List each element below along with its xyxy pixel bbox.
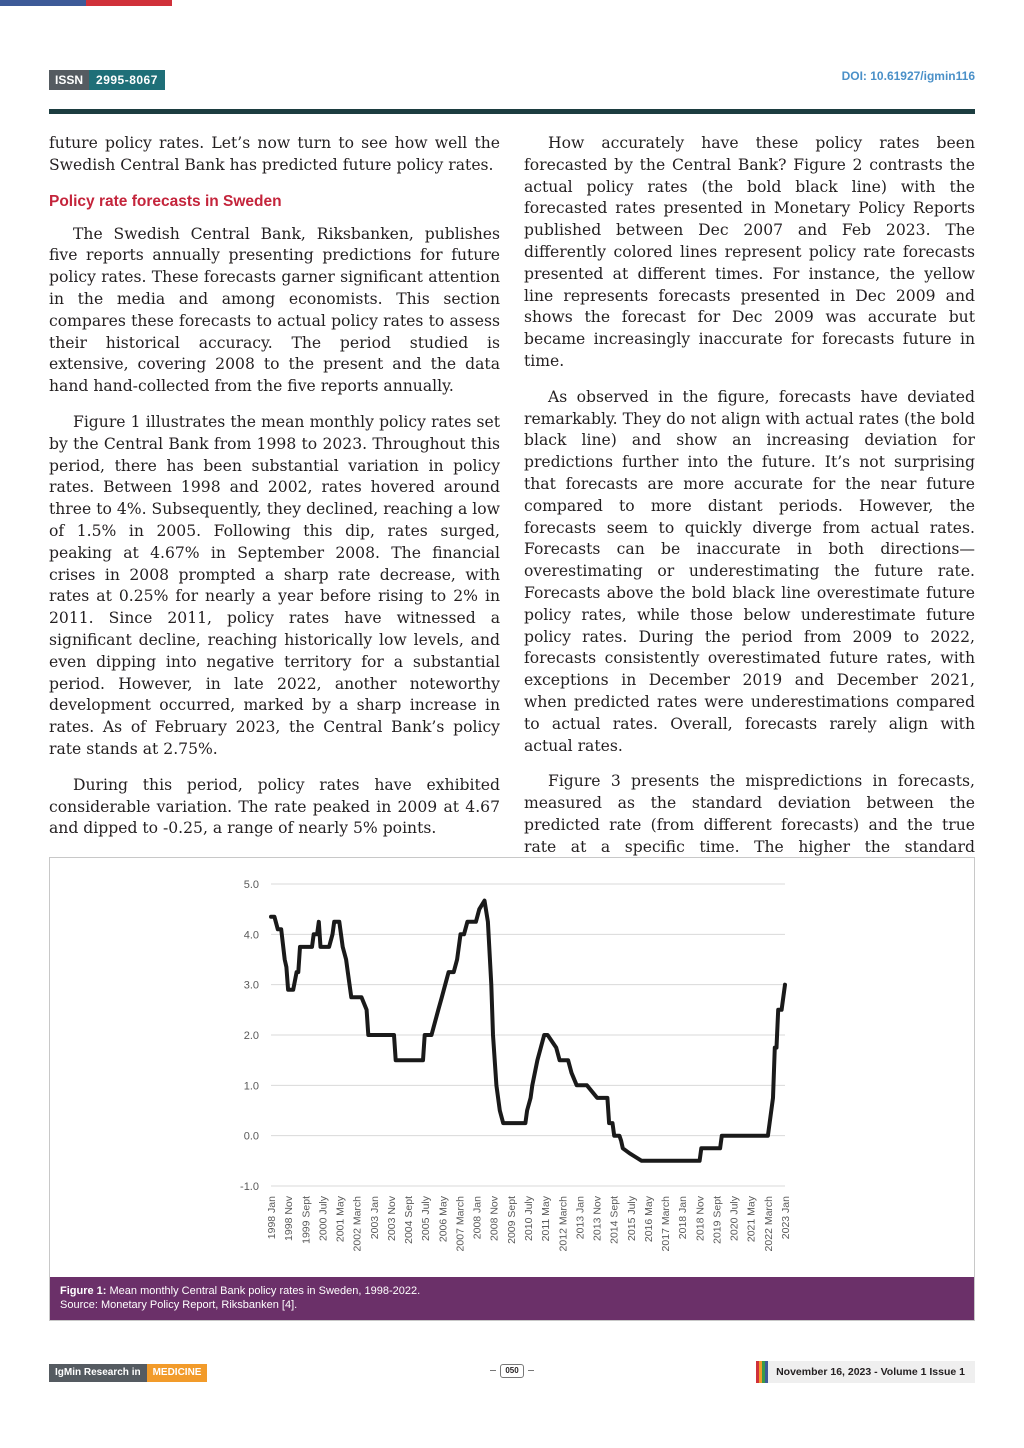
right-column [524, 133, 975, 960]
y-tick-label: 0.0 [243, 1130, 259, 1143]
section-heading: Policy rate forecasts in Sweden [49, 192, 282, 210]
y-tick-label: 3.0 [243, 979, 259, 992]
x-tick-label: 2020 July [728, 1196, 741, 1241]
y-tick-label: 4.0 [243, 929, 259, 942]
doi-link[interactable]: DOI: 10.61927/igmin116 [841, 69, 975, 83]
x-tick-label: 2001 May [334, 1196, 347, 1243]
x-tick-label: 1999 Sept [300, 1196, 313, 1244]
x-tick-label: 2000 July [317, 1196, 330, 1241]
issue-date [756, 1361, 975, 1383]
x-tick-label: 2009 Sept [505, 1196, 518, 1244]
left-paragraph-3: Figure 1 illustrates the mean monthly policy rates set by the Central Bank from 1998 to 2023. Throughout this period, there has been substantial variation in policy rates. Between 1998 and 2002, rates hovered around three to 4%. Subsequently, they declined, reaching a low of 1.5% in 2005. Following this dip, rates surged, peaking at 4.67% in September 2008. The financial crises in 2008 prompted a sharp rate decrease, with rates at 0.25% for nearly a year before rising to 2% in 2011. Since 2011, policy rates have witnessed a significant decline, reaching historically low levels, and even dipping into negative territory for a substantial period. However, in late 2022, another noteworthy development occurred, marked by a sharp increase in rates. As of February 2023, the Central Bank’s policy rate stands at 2.75%. [49, 412, 500, 758]
left-paragraph-2: The Swedish Central Bank, Riksbanken, publishes five reports annually presenting predictions for future policy rates. These forecasts garner significant attention in the media and among economists. This section compares these forecasts to actual policy rates to assess their historical accuracy. The period studied is extensive, covering 2008 to the present and the data hand hand-collected from the five reports annually. [49, 224, 500, 396]
x-tick-label: 2016 May [642, 1196, 655, 1243]
x-tick-label: 2006 May [437, 1196, 450, 1243]
policy-rate-line [271, 901, 785, 1161]
journal-field: MEDICINE [147, 1364, 208, 1382]
journal-name: IgMin Research in [49, 1364, 147, 1382]
right-paragraph-3: Figure 3 presents the mispredictions in forecasts, measured as the standard deviation between the predicted rate (from different forecasts) and the true rate at a specific time. The higher the standard [524, 772, 975, 856]
page-number [490, 1362, 534, 1380]
x-tick-label: 2007 March [454, 1196, 467, 1252]
x-tick-label: 2019 Sept [711, 1196, 724, 1244]
x-tick-label: 2013 Nov [591, 1196, 604, 1241]
journal-badge [49, 1364, 207, 1382]
x-tick-label: 2021 May [745, 1196, 758, 1243]
figure-1 [49, 857, 975, 1321]
x-tick-label: 2010 July [523, 1196, 535, 1241]
right-paragraph-2: As observed in the figure, forecasts have deviated remarkably. They do not align with actual rates (the bold black line) and show an increasing deviation for predictions further into the future. It’s not surprising that forecasts are more accurate for the near future compared to more distant periods. However, the forecasts seem to quickly diverge from actual rates. Forecasts can be inaccurate in both directions—overestimating or underestimating the future rate. Forecasts above the bold black line overestimate future policy rates, while those below underestimate future policy rates. During the period from 2009 to 2022, forecasts consistently overestimated future rates, with exceptions in December 2019 and December 2021, when predicted rates were underestimations compared to actual rates. Overall, forecasts rarely align with actual rates. [524, 387, 975, 755]
left-paragraph-1: future policy rates. Let’s now turn to see how well the Swedish Central Bank has predicted future policy rates. [49, 134, 500, 174]
x-tick-label: 2011 May [540, 1196, 553, 1242]
caption-source: Source: Monetary Policy Report, Riksbanken [4]. [60, 1299, 298, 1311]
top-accent-red [86, 0, 172, 6]
figure-caption [50, 1277, 974, 1320]
x-tick-label: 2015 July [625, 1196, 638, 1241]
right-paragraph-1: How accurately have these policy rates been forecasted by the Central Bank? Figure 2 contrasts the actual policy rates (the bold black line) with the forecasted rates presented in Monetary Policy Reports published between Dec 2007 and Feb 2023. The differently colored lines represent policy rate forecasts presented at different times. For instance, the yellow line represents forecasts presented in Dec 2009 and shows the forecast for Dec 2009 was accurate but became increasingly inaccurate for forecasts future in time. [524, 134, 975, 370]
x-tick-label: 2008 Nov [488, 1196, 501, 1241]
header-rule [49, 109, 975, 114]
color-bars-icon [756, 1361, 768, 1383]
issn-badge [49, 70, 165, 90]
x-tick-label: 2002 March [351, 1196, 364, 1252]
x-tick-label: 2018 Jan [677, 1196, 690, 1240]
x-tick-label: 2023 Jan [780, 1196, 792, 1240]
y-tick-label: 5.0 [243, 879, 259, 891]
x-tick-label: 1998 Jan [266, 1196, 278, 1240]
caption-text: Mean monthly Central Bank policy rates in Sweden, 1998-2022. [106, 1285, 421, 1297]
left-column [49, 133, 500, 854]
y-tick-label: 2.0 [243, 1030, 259, 1042]
x-tick-label: 2005 July [420, 1196, 433, 1241]
x-tick-label: 2018 Nov [694, 1196, 707, 1241]
y-tick-label: 1.0 [243, 1080, 259, 1093]
x-tick-label: 2003 Nov [385, 1196, 398, 1241]
issn-number: 2995-8067 [89, 70, 165, 90]
issn-label: ISSN [49, 70, 89, 90]
x-tick-label: 1998 Nov [283, 1196, 296, 1241]
page-number-label: 050 [500, 1364, 523, 1378]
left-paragraph-4: During this period, policy rates have exhibited considerable variation. The rate peaked in 2009 at 4.67 and dipped to -0.25, a range of nearly 5% points. [49, 775, 500, 838]
y-tick-label: -1.0 [240, 1181, 259, 1193]
x-tick-label: 2017 March [660, 1196, 673, 1252]
top-accent-blue [0, 0, 86, 6]
x-tick-label: 2008 Jan [471, 1196, 484, 1240]
x-tick-label: 2013 Jan [574, 1196, 587, 1240]
issue-date-label: November 16, 2023 - Volume 1 Issue 1 [776, 1366, 965, 1378]
policy-rate-chart [50, 858, 974, 1276]
x-tick-label: 2003 Jan [368, 1196, 381, 1240]
x-tick-label: 2022 March [762, 1196, 775, 1252]
x-tick-label: 2014 Sept [608, 1196, 621, 1244]
x-tick-label: 2012 March [557, 1196, 570, 1252]
caption-label: Figure 1: [60, 1285, 107, 1297]
x-tick-label: 2004 Sept [403, 1196, 416, 1244]
